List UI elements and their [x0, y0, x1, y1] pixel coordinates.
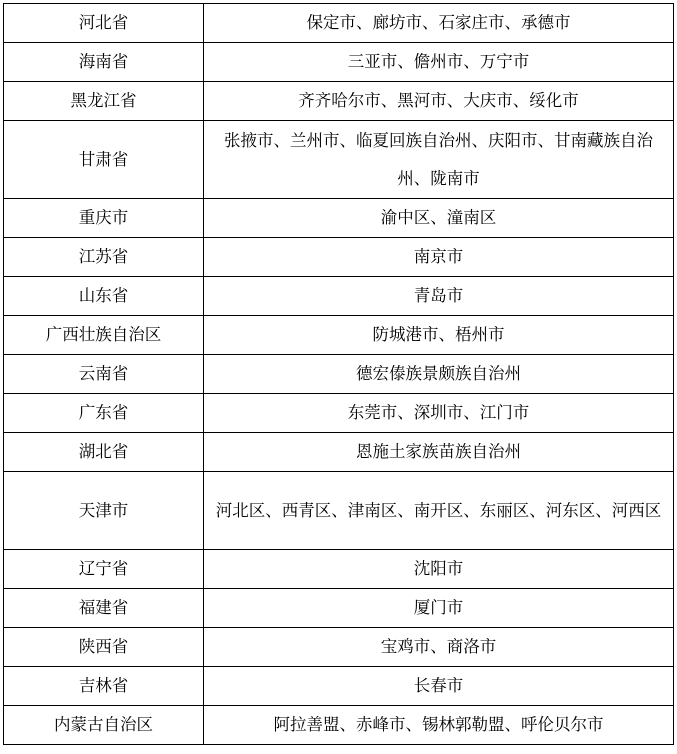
cities-cell: 阿拉善盟、赤峰市、锡林郭勒盟、呼伦贝尔市: [204, 706, 674, 745]
province-cell: 山东省: [4, 277, 204, 316]
cities-cell: 南京市: [204, 238, 674, 277]
province-cell: 广东省: [4, 394, 204, 433]
province-cell: 海南省: [4, 43, 204, 82]
cities-cell: 三亚市、儋州市、万宁市: [204, 43, 674, 82]
table-row: [4, 4, 674, 43]
cities-cell: 长春市: [204, 667, 674, 706]
province-cell: 河北省: [4, 4, 204, 43]
province-cell: 甘肃省: [4, 121, 204, 199]
table-row: [4, 277, 674, 316]
table-row: [4, 589, 674, 628]
cities-cell: 沈阳市: [204, 550, 674, 589]
province-cell: 福建省: [4, 589, 204, 628]
table-row: [4, 355, 674, 394]
table-row: [4, 667, 674, 706]
table-row: [4, 706, 674, 745]
province-cell: 天津市: [4, 472, 204, 550]
province-cell: 黑龙江省: [4, 82, 204, 121]
cities-cell: 厦门市: [204, 589, 674, 628]
cities-cell: 宝鸡市、商洛市: [204, 628, 674, 667]
cities-cell: 齐齐哈尔市、黑河市、大庆市、绥化市: [204, 82, 674, 121]
cities-cell: 防城港市、梧州市: [204, 316, 674, 355]
table-row: [4, 82, 674, 121]
province-cell: 陕西省: [4, 628, 204, 667]
province-cell: 云南省: [4, 355, 204, 394]
cities-cell: 保定市、廊坊市、石家庄市、承德市: [204, 4, 674, 43]
cities-cell: 渝中区、潼南区: [204, 199, 674, 238]
table-row: [4, 550, 674, 589]
cities-cell: 德宏傣族景颇族自治州: [204, 355, 674, 394]
cities-cell: 张掖市、兰州市、临夏回族自治州、庆阳市、甘南藏族自治州、陇南市: [204, 121, 674, 199]
table-row: [4, 238, 674, 277]
table-row: [4, 199, 674, 238]
province-cell: 吉林省: [4, 667, 204, 706]
province-cell: 江苏省: [4, 238, 204, 277]
province-cell: 重庆市: [4, 199, 204, 238]
province-cell: 湖北省: [4, 433, 204, 472]
cities-cell: 青岛市: [204, 277, 674, 316]
province-cell: 内蒙古自治区: [4, 706, 204, 745]
cities-cell: 东莞市、深圳市、江门市: [204, 394, 674, 433]
cities-cell: 恩施土家族苗族自治州: [204, 433, 674, 472]
table-row: [4, 316, 674, 355]
table-row: [4, 121, 674, 199]
province-cell: 辽宁省: [4, 550, 204, 589]
table-row: [4, 433, 674, 472]
province-cell: 广西壮族自治区: [4, 316, 204, 355]
cities-cell: 河北区、西青区、津南区、南开区、东丽区、河东区、河西区: [204, 472, 674, 550]
table-row: [4, 394, 674, 433]
table-row: [4, 472, 674, 550]
table-row: [4, 628, 674, 667]
region-table: [3, 3, 674, 745]
table-row: [4, 43, 674, 82]
